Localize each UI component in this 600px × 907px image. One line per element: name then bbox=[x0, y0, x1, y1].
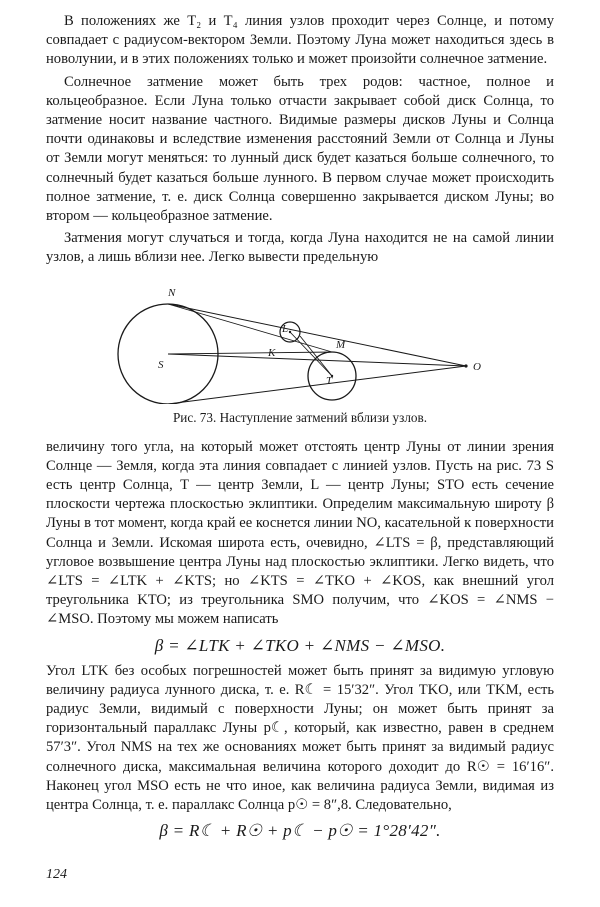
page-content bbox=[46, 12, 554, 847]
label-m: M bbox=[336, 338, 346, 351]
figure-73 bbox=[46, 274, 554, 404]
line-lt bbox=[290, 332, 332, 376]
tangent-lower-line bbox=[168, 366, 466, 404]
label-o: O bbox=[473, 360, 481, 373]
point-l bbox=[289, 330, 291, 332]
label-t: T bbox=[326, 374, 333, 387]
point-o bbox=[464, 364, 467, 367]
label-l: L bbox=[282, 322, 289, 335]
paragraph-5: Угол LTK без особых погрешностей может быть принят за видимую угловую величину радиуса лунного диска, т. е. R☾ = 15′32″. Угол TKO, или TKM, есть радиус Земли, видимый с поверхности Луны; он может быть принят за горизонтальный параллакс Луны p☾, который, как известно, равен в среднем 57′3″. Угол NMS на тех же основаниях может быть принят за видимый радиус солнечного диска, максимальная величина которого доходит до R☉ = 16′16″. Наконец угол MSO есть не что иное, как величина радиуса Земли, видимая из центра Солнца, т. е. параллакс Солнца p☉ = 8″,8. Следовательно, bbox=[46, 662, 554, 814]
line-tk bbox=[300, 336, 332, 376]
paragraph-1: В положениях же T₂ и T₄ линия узлов проходит через Солнце, и потому совпадает с радиусом-вектором Земли. Поэтому Луна может находиться здесь в новолунии, и в этих положениях только и может произойти солнечное затмение. bbox=[46, 13, 554, 68]
paragraph-3: Затмения могут случаться и тогда, когда Луна находится не на самой линии узлов, а лишь вблизи нее. Легко вывести предельную bbox=[46, 230, 554, 266]
line-nm bbox=[168, 304, 332, 352]
formula-beta-value: β = R☾ + R☉ + p☾ − p☉ = 1°28′42″. bbox=[159, 821, 441, 841]
eclipse-diagram bbox=[46, 274, 554, 404]
page-number: 124 bbox=[46, 867, 67, 882]
label-k: K bbox=[268, 346, 276, 359]
formula-beta-angles: β = ∠LTK + ∠TKO + ∠NMS − ∠MSO. bbox=[154, 635, 446, 655]
figure-caption: Рис. 73. Наступление затмений вблизи узлов. bbox=[172, 409, 428, 425]
label-n: N bbox=[168, 286, 176, 299]
label-s: S bbox=[158, 358, 164, 371]
paragraph-2: Солнечное затмение может быть трех родов: частное, полное и кольцеобразное. Если Луна только отчасти закрывает собой диск Солнца, то затмение носит название частного. Видимые размеры дисков Луны и Солнца почти одинаковы и вследствие изменения расстояний Земли от Солнца и Луны от Земли могут меняться: то лунный диск будет казаться больше солнечного, то солнечный будет казаться больше лунного. В первом случае может происходить полное затмение, т. е. диск Солнца совершенно закрывается диском Луны; во втором — кольцеобразное затмение. bbox=[46, 73, 554, 225]
paragraph-4: величину того угла, на который может отстоять центр Луны от линии зрения Солнце — Земля, когда эта линия совпадает с линией узлов. Пусть на рис. 73 S есть центр Солнца, T — центр Земли, L — центр Луны; STO есть сечение плоскости чертежа плоскостью эклиптики. Определим максимальную широту β Луны в тот момент, когда край ее коснется линии NO, касательной к поверхности Солнца и Земли. Искомая широта есть, очевидно, ∠LTS = β, представляющий угловое возвышение центра Луны над плоскостью эклиптики. Легко видеть, что ∠LTS = ∠LTK + ∠KTS; но ∠KTS = ∠TKO + ∠KOS, как внешний угол треугольника KTO; из треугольника SMO получим, что ∠KOS = ∠NMS − ∠MSO. Поэтому мы можем написать bbox=[46, 438, 554, 628]
